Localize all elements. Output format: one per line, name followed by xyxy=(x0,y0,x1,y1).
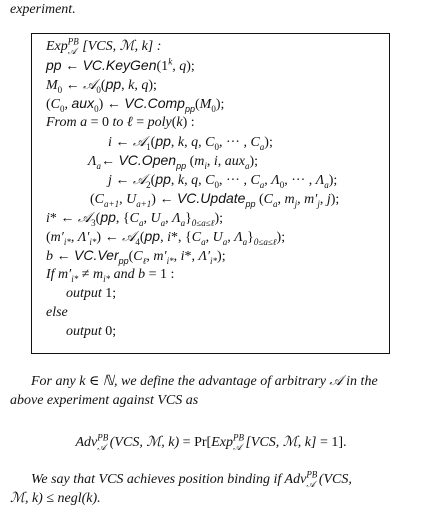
paragraph-2-line-1: We say that VCS achieves position binding if Adv$^{PB}_𝒜$ (VCS, xyxy=(31,469,352,489)
algorithm-line-15: else xyxy=(46,305,68,320)
algorithm-line-12: b ← $VC.Ver_{pp}(C_\ell$, $m'_{i*}$, i*, $\Lambda'_{i*}$); xyxy=(46,247,226,266)
algorithm-line-6: i ← 𝒜$_1$(pp, k, q, $C_0$, ··· , $C_a$); xyxy=(108,133,273,152)
algorithm-line-8: j ← 𝒜$_2$(pp, k, q, $C_0$, ··· , $C_a$, $\Lambda_0$, ··· , $\Lambda_a$); xyxy=(108,171,338,190)
algorithm-line-1: Exp$^{PB}_𝒜$ [VCS, ℳ, k] : xyxy=(46,36,162,56)
paragraph-1-line-1: For any k ∈ ℕ, we define the advantage of arbitrary 𝒜 in the xyxy=(31,374,378,389)
advantage-equation: Adv$^{PB}_𝒜$ (VCS, ℳ, k) = Pr[Exp$^{PB}_𝒜$ [VCS, ℳ, k] = 1]. xyxy=(75,432,347,452)
algorithm-line-3: $M_0$ ← 𝒜$_0$(pp, k, q); xyxy=(46,76,157,95)
paragraph-1-line-2: above experiment against VCS as xyxy=(10,393,199,408)
algorithm-line-5: From a = 0 to ℓ = poly(k) : xyxy=(46,115,195,130)
paragraph-2-line-2: ℳ, k) ≤ negl(k). xyxy=(10,491,101,506)
heading-fragment: experiment. xyxy=(10,2,76,17)
algorithm-box xyxy=(31,33,390,354)
algorithm-line-2: pp ← VC.KeyGen(1$^k$, q); xyxy=(46,56,195,74)
algorithm-line-14: output 1; xyxy=(66,286,117,301)
algorithm-line-13: If $m'_{i*} \ne m_{i*}$ and b = 1 : xyxy=(46,267,175,284)
algorithm-line-11: ($m'_{i*}$, $\Lambda'_{i*}$) ← 𝒜$_4$(pp, i*, {$C_a$, $U_a$, $\Lambda_a\}_{0\le a\le\ell}$); xyxy=(46,228,286,247)
algorithm-line-7: $\Lambda_a\leftarrow$ VC.Open$_{pp}$ ($m_i$, i, aux$_a$); xyxy=(88,152,259,171)
algorithm-line-10: i* ← 𝒜$_3$(pp, {$C_a$, $U_a$, $\Lambda_a\}_{0\le a\le\ell}$); xyxy=(46,209,223,228)
algorithm-line-9: ($C_{a+1}$, $U_{a+1}$) ← VC.Update$_{pp}$ ($C_a$, $m_j$, $m'_j$, j); xyxy=(90,190,340,209)
algorithm-line-4: ($C_0$, aux$_0$) ← $VC.Comp_{pp}(M_0)$; xyxy=(46,95,225,114)
algorithm-line-16: output 0; xyxy=(66,324,117,339)
